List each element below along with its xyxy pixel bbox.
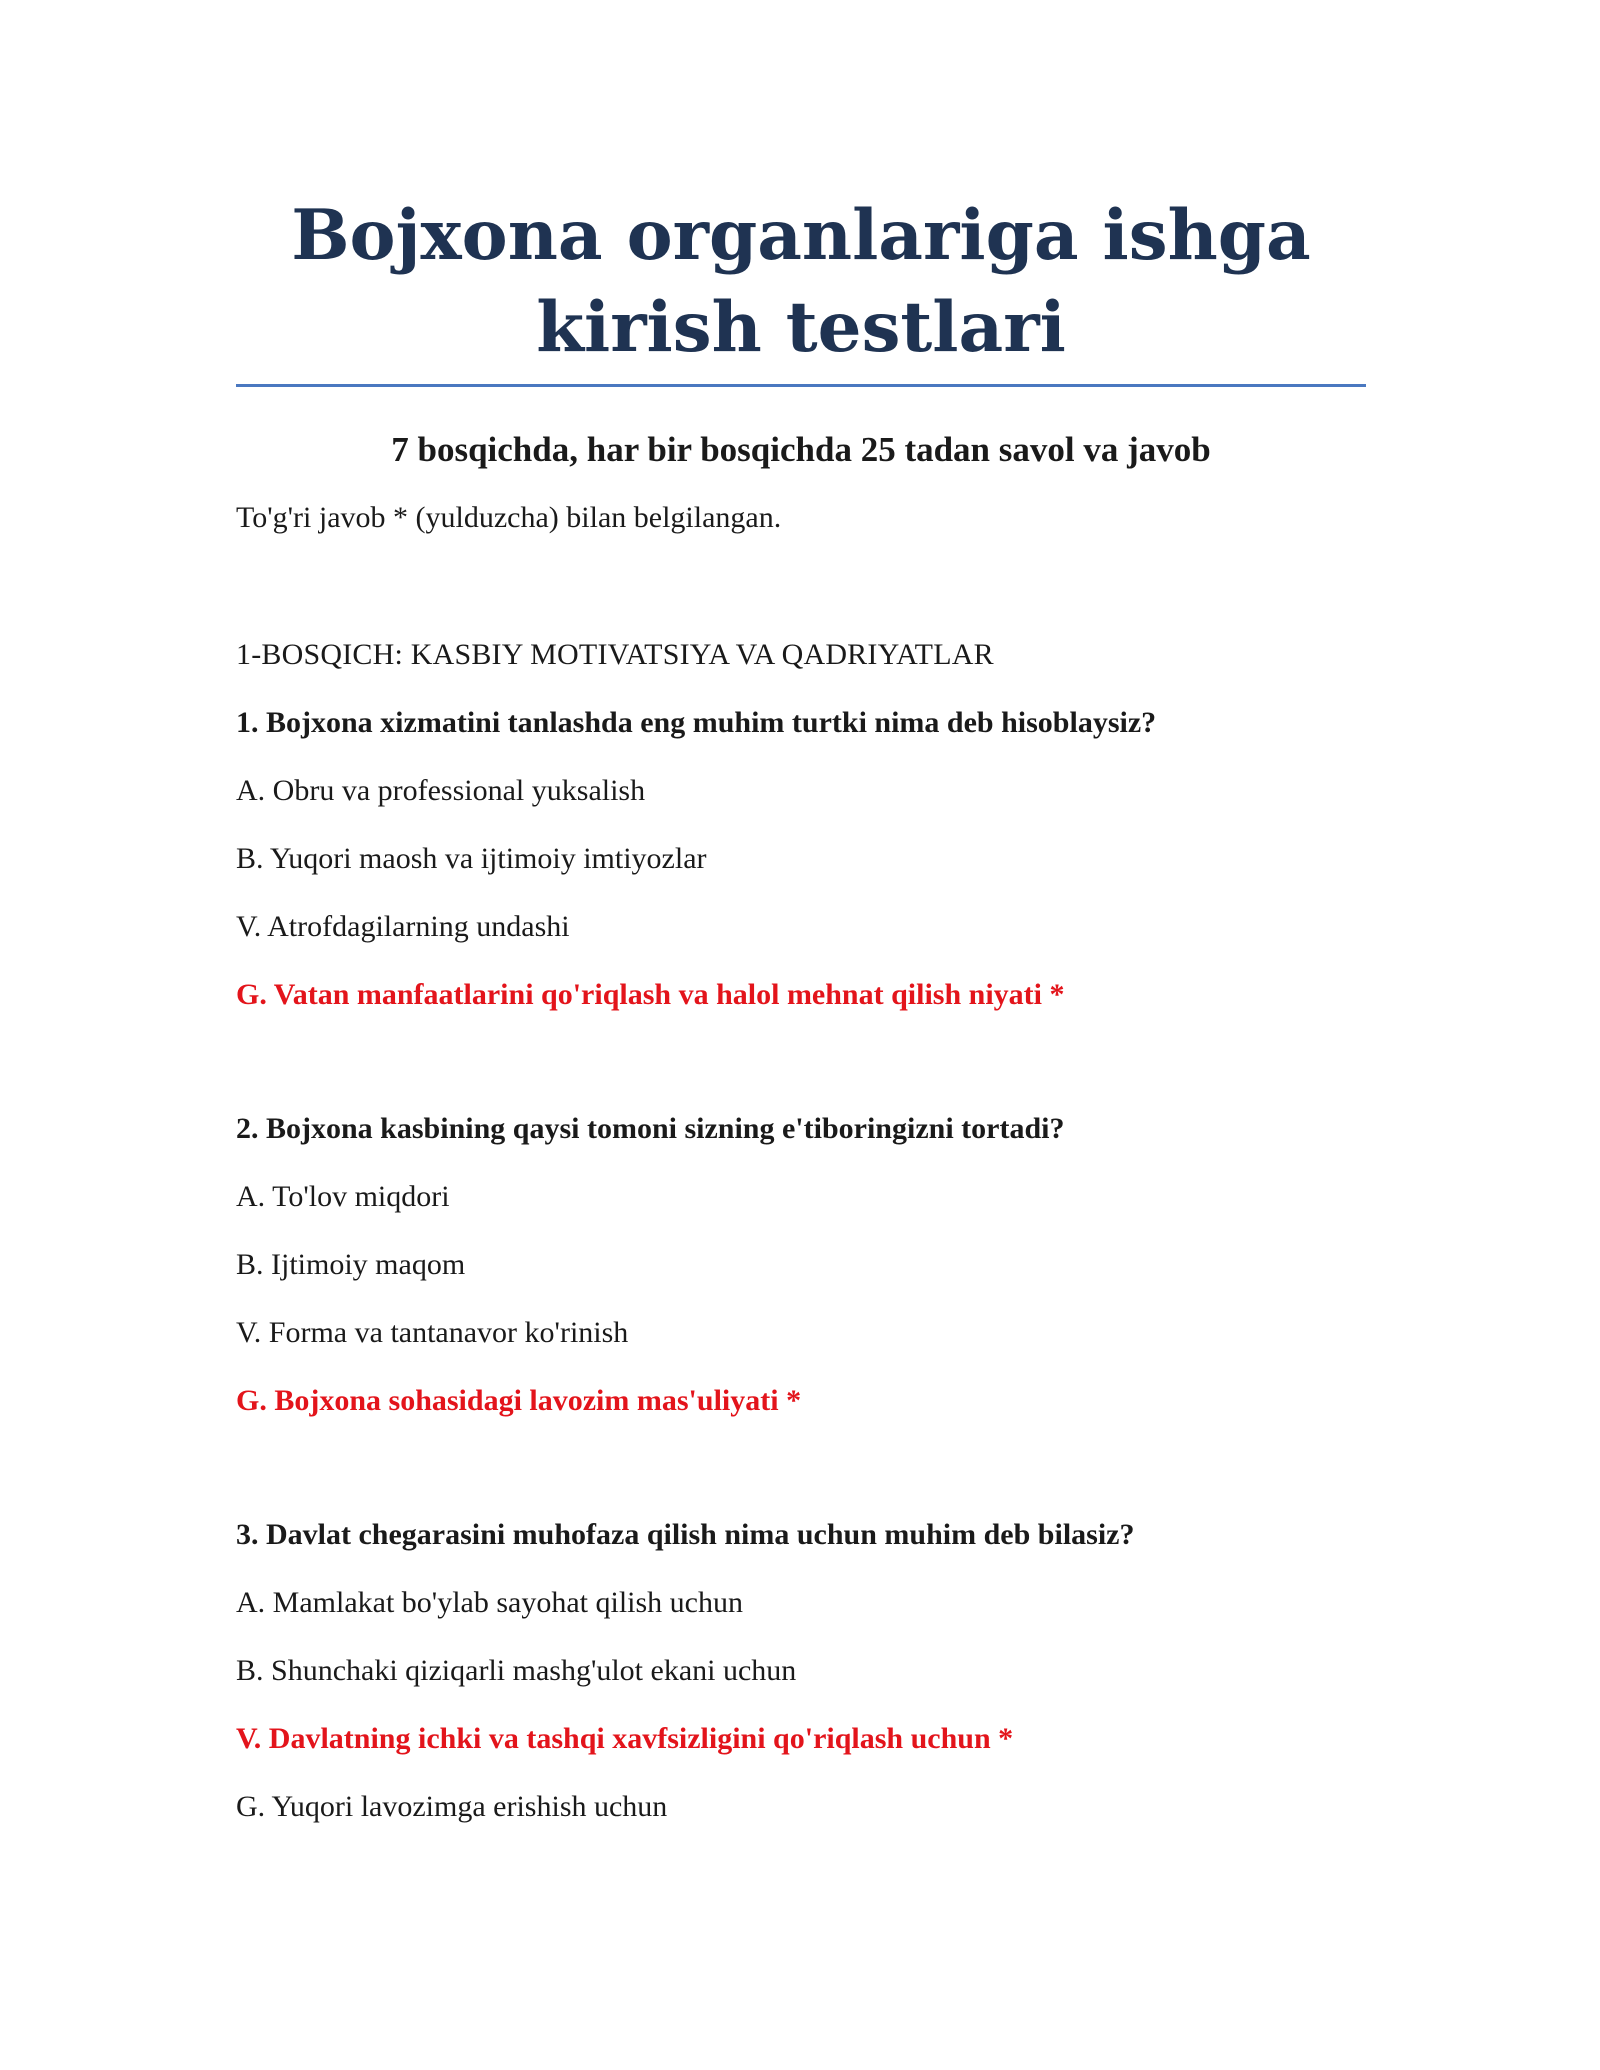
question-block (236, 1515, 1366, 1855)
question-text: 3. Davlat chegarasini muhofaza qilish nima uchun muhim deb bilasiz? (236, 1518, 1135, 1551)
answer-option: A. To'lov miqdori (236, 1180, 450, 1213)
answer-option: B. Shunchaki qiziqarli mashg'ulot ekani uchun (236, 1654, 797, 1687)
answer-option: G. Yuqori lavozimga erishish uchun (236, 1790, 668, 1823)
answer-option-correct: G. Vatan manfaatlarini qo'riqlash va halol mehnat qilish niyati * (236, 978, 1065, 1011)
question-block (236, 703, 1366, 1043)
answer-option-correct: G. Bojxona sohasidagi lavozim mas'uliyati * (236, 1384, 802, 1417)
answer-option: A. Obru va professional yuksalish (236, 774, 646, 807)
answer-option: A. Mamlakat bo'ylab sayohat qilish uchun (236, 1586, 743, 1619)
question-text: 2. Bojxona kasbining qaysi tomoni sizning e'tiboringizni tortadi? (236, 1112, 1065, 1145)
answer-option-correct: V. Davlatning ichki va tashqi xavfsizligini qo'riqlash uchun * (236, 1722, 1014, 1755)
answer-key-note: To'g'ri javob * (yulduzcha) bilan belgilangan. (236, 501, 782, 534)
question-text: 1. Bojxona xizmatini tanlashda eng muhim turtki nima deb hisoblaysiz? (236, 706, 1157, 739)
document-title: Bojxona organlariga ishga kirish testlari (291, 195, 1311, 368)
question-block (236, 1109, 1366, 1449)
answer-option: B. Yuqori maosh va ijtimoiy imtiyozlar (236, 842, 707, 875)
answer-option: B. Ijtimoiy maqom (236, 1248, 466, 1281)
answer-option: V. Forma va tantanavor ko'rinish (236, 1316, 629, 1349)
stage-heading: 1-BOSQICH: KASBIY MOTIVATSIYA VA QADRIYATLAR (236, 638, 994, 671)
title-underline-rule (236, 384, 1366, 387)
document-subtitle: 7 bosqichda, har bir bosqichda 25 tadan savol va javob (391, 430, 1211, 469)
answer-option: V. Atrofdagilarning undashi (236, 910, 570, 943)
